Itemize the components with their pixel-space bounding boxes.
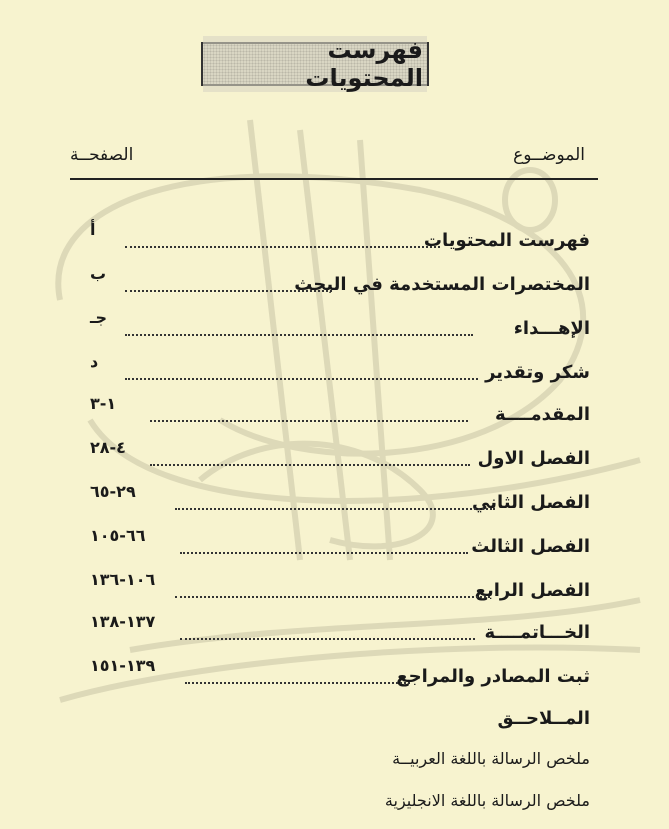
toc-entry-subject: فهرست المحتويات — [423, 230, 590, 251]
dot-leader — [180, 552, 468, 554]
toc-entry-subject: الفصل الثالث — [471, 536, 590, 557]
toc-entry-page: ١٣٧-١٣٨ — [90, 612, 156, 631]
toc-entry — [90, 526, 590, 560]
toc-entry-subject: الفصل الاول — [477, 448, 590, 469]
dot-leader — [150, 420, 468, 422]
toc-entry-page: د — [90, 352, 99, 371]
toc-entry-page: ٢٩-٦٥ — [90, 482, 136, 501]
page-title: فهرست المحتويات — [203, 36, 427, 92]
toc-entry-subject: الإهـــداء — [513, 318, 590, 339]
toc-entry — [90, 482, 590, 516]
toc-entry-page: ٤-٢٨ — [90, 438, 126, 457]
toc-entry — [90, 220, 590, 254]
toc-entry — [90, 570, 590, 604]
toc-entry-subject: المختصرات المستخدمة في البحث — [294, 274, 590, 295]
dot-leader — [175, 596, 490, 598]
toc-entry-page: جـ — [90, 308, 107, 327]
toc-entry-subject: الخـــاتمــــة — [484, 622, 590, 643]
toc-entry — [90, 308, 590, 342]
dot-leader — [125, 290, 332, 292]
dot-leader — [185, 682, 410, 684]
toc-entry — [90, 656, 590, 690]
toc-entry-subject: ملخص الرسالة باللغة الانجليزية — [384, 791, 590, 810]
toc-entry — [90, 742, 590, 772]
toc-entry-subject: شكر وتقدير — [485, 362, 590, 383]
toc-entry — [90, 438, 590, 472]
toc-entry-subject: الفصل الثاني — [472, 492, 590, 513]
subject-column-header: الموضــوع — [513, 145, 585, 165]
toc-entry — [90, 264, 590, 298]
toc-entry — [90, 612, 590, 646]
toc-entry-subject: ثبت المصادر والمراجع — [396, 666, 590, 687]
toc-entry-page: ١-٣ — [90, 394, 117, 413]
dot-leader — [180, 638, 475, 640]
toc-entry — [90, 784, 590, 814]
toc-entry — [90, 394, 590, 428]
dot-leader — [125, 246, 440, 248]
toc-entry-page: ٦٦-١٠٥ — [90, 526, 146, 545]
toc-entry — [90, 702, 590, 732]
toc-entry-page: ١٠٦-١٣٦ — [90, 570, 156, 589]
dot-leader — [125, 334, 473, 336]
dot-leader — [175, 508, 495, 510]
toc-entry-subject: الفصل الرابع — [474, 580, 590, 601]
page-column-header: الصفحــة — [70, 145, 134, 165]
toc-entry-page: ب — [90, 264, 107, 283]
toc-entry-subject: ملخص الرسالة باللغة العربيــة — [392, 749, 590, 768]
toc-entry-subject: المــلاحــق — [497, 708, 590, 729]
dot-leader — [125, 378, 478, 380]
dot-leader — [150, 464, 470, 466]
toc-entry-page: أ — [90, 220, 96, 239]
toc-entry — [90, 352, 590, 386]
toc-entry-page: ١٣٩-١٥١ — [90, 656, 156, 675]
toc-entry-subject: المقدمــــة — [494, 404, 590, 425]
